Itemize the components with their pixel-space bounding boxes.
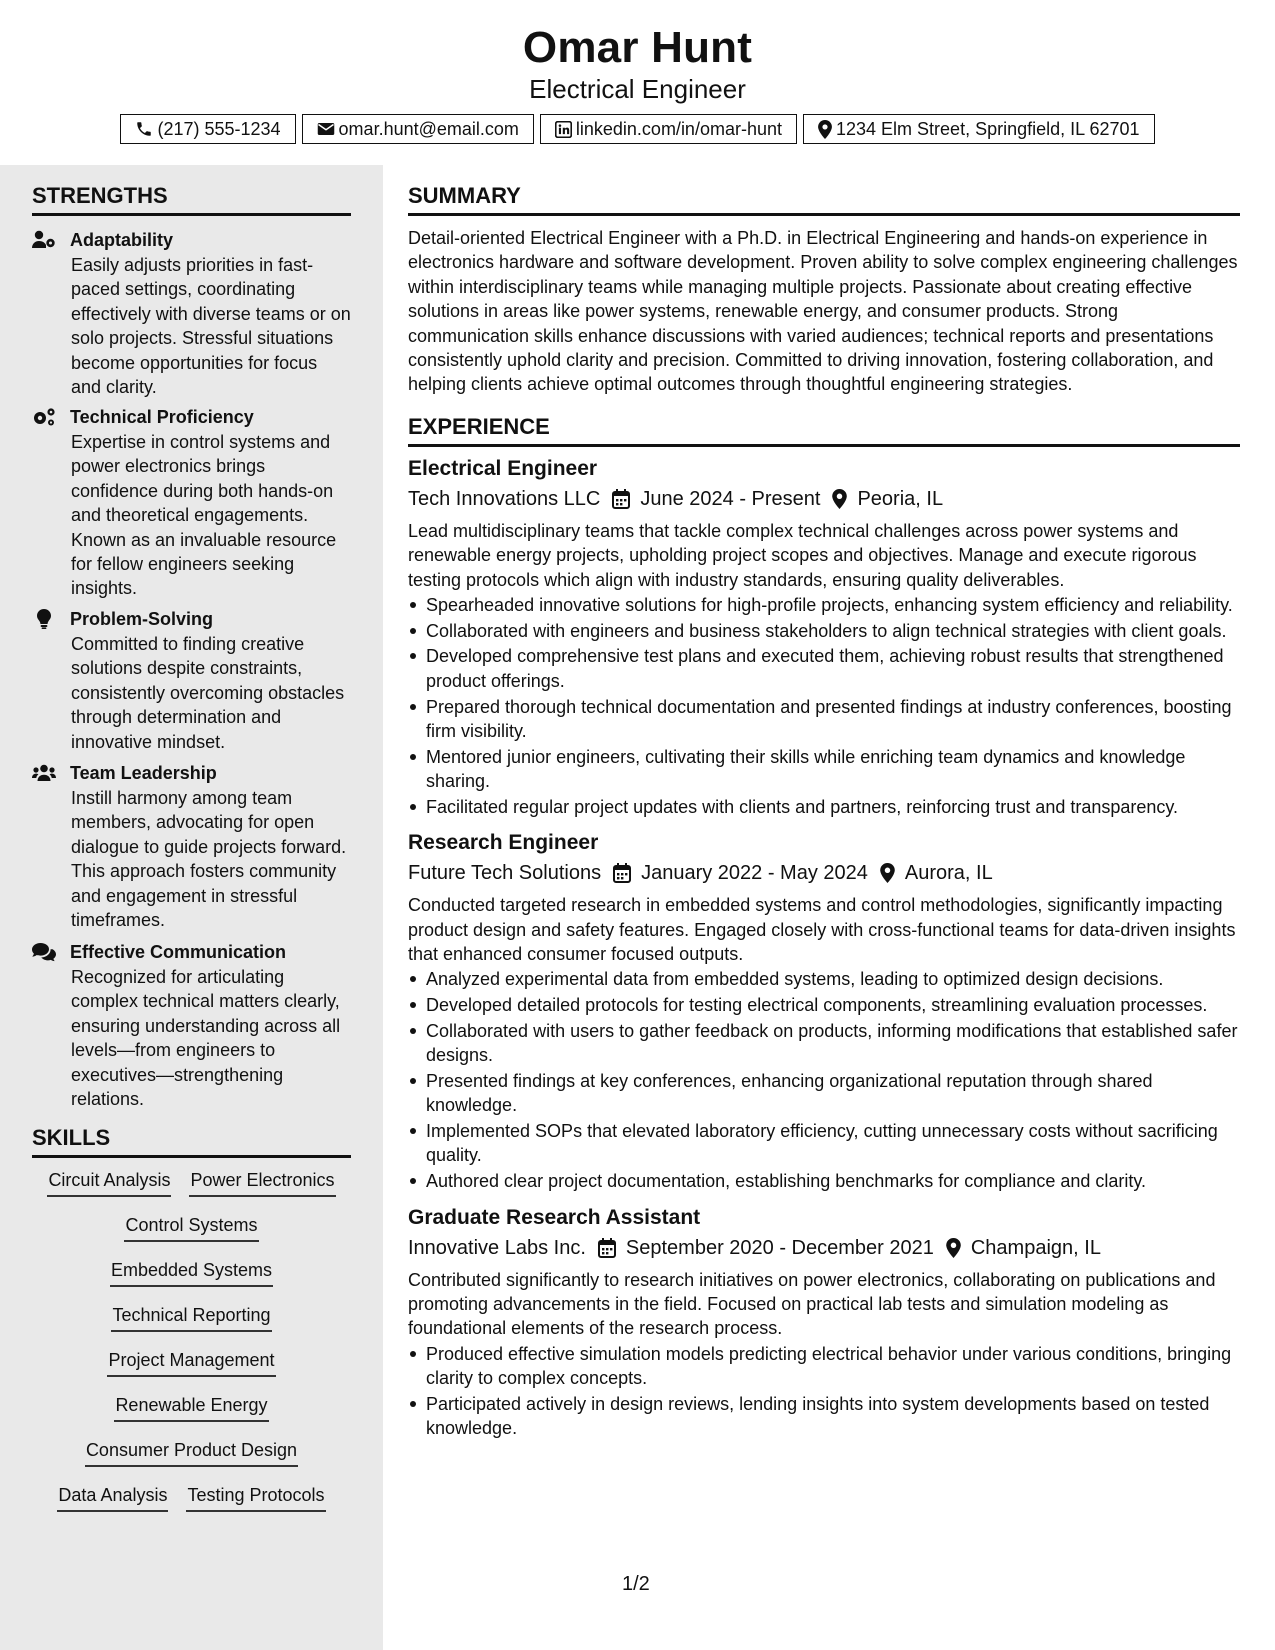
skills-heading: SKILLS (32, 1125, 351, 1158)
bullet-item: Implemented SOPs that elevated laboratory efficiency, cutting unnecessary costs without sacrificing quality. (408, 1119, 1240, 1168)
bullet-item: Facilitated regular project updates with clients and partners, reinforcing trust and transparency. (408, 795, 1240, 819)
job-dates: January 2022 - May 2024 (641, 862, 868, 885)
skill-tag: Control Systems (124, 1213, 258, 1242)
bullet-item: Spearheaded innovative solutions for high-profile projects, enhancing system efficiency and reliability. (408, 593, 1240, 617)
linkedin-text: linkedin.com/in/omar-hunt (575, 118, 782, 139)
job-company: Future Tech Solutions (408, 862, 602, 885)
skill-tag: Embedded Systems (110, 1258, 273, 1287)
bullet-item: Authored clear project documentation, establishing benchmarks for compliance and clarity. (408, 1169, 1240, 1193)
job-company: Tech Innovations LLC (408, 487, 601, 510)
job-entry (408, 829, 1240, 1193)
strength-desc: Instill harmony among team members, advocating for open dialogue to guide projects forward. This approach fosters community and engagement in stressful timeframes. (71, 788, 347, 931)
map-marker-icon (880, 863, 895, 883)
bullet-item: Collaborated with users to gather feedback on products, informing modifications that established safer designs. (408, 1019, 1240, 1068)
bullet-item: Prepared thorough technical documentation and presented findings at industry conferences, boosting firm visibility. (408, 695, 1240, 744)
strength-desc: Recognized for articulating complex technical matters clearly, ensuring understanding across all levels—from engineers to executives—strengthening relations. (71, 967, 341, 1110)
job-entry (408, 1204, 1240, 1441)
bullet-item: Presented findings at key conferences, enhancing organizational reputation through shared knowledge. (408, 1069, 1240, 1118)
map-marker-icon (832, 489, 847, 509)
strengths-heading: STRENGTHS (32, 183, 351, 216)
strength-item (32, 940, 352, 1111)
job-location: Peoria, IL (857, 487, 944, 510)
skill-tag: Project Management (107, 1348, 275, 1377)
skills-list (32, 1165, 351, 1525)
bullet-item: Analyzed experimental data from embedded systems, leading to optimized design decisions. (408, 967, 1240, 991)
skill-tag: Renewable Energy (114, 1393, 268, 1422)
experience-heading: EXPERIENCE (408, 414, 1240, 447)
resume-header (0, 0, 1275, 165)
bullet-item: Developed detailed protocols for testing electrical components, streamlining evaluation processes. (408, 993, 1240, 1017)
strength-item (32, 228, 352, 399)
calendar-icon (598, 1238, 616, 1258)
gears-icon (32, 406, 56, 428)
job-title: Electrical Engineer (408, 456, 598, 480)
skill-tag: Consumer Product Design (85, 1438, 298, 1467)
candidate-title: Electrical Engineer (529, 74, 746, 104)
bullet-item: Collaborated with engineers and business stakeholders to align technical strategies with client goals. (408, 619, 1240, 643)
strength-title: Technical Proficiency (70, 407, 254, 427)
job-meta (408, 859, 1240, 887)
map-marker-icon (818, 120, 832, 139)
strength-title: Adaptability (70, 230, 174, 250)
contact-phone[interactable] (120, 114, 295, 144)
job-meta (408, 1234, 1240, 1262)
comments-icon (32, 941, 56, 963)
bullet-item: Mentored junior engineers, cultivating their skills while enriching team dynamics and knowledge sharing. (408, 745, 1240, 794)
job-entry (408, 455, 1240, 819)
main-content (408, 165, 1240, 1442)
strength-title: Problem-Solving (70, 609, 214, 629)
strength-item (32, 607, 352, 754)
lightbulb-icon (32, 608, 56, 630)
candidate-name: Omar Hunt (522, 23, 753, 72)
skill-tag: Circuit Analysis (47, 1168, 171, 1197)
job-description: Contributed significantly to research initiatives on power electronics, collaborating on publications and promoting advancements in the field. Focused on practical lab tests and simulation modeling as foundational elements of the research process. (408, 1269, 1216, 1339)
job-location: Aurora, IL (904, 862, 993, 885)
calendar-icon (613, 863, 631, 883)
linkedin-icon (555, 121, 572, 138)
bullet-item: Produced effective simulation models predicting electrical behavior under various conditions, bringing clarity to complex concepts. (408, 1342, 1240, 1391)
job-location: Champaign, IL (970, 1236, 1101, 1259)
strength-item (32, 405, 352, 601)
strength-desc: Committed to finding creative solutions despite constraints, consistently overcoming obstacles through determination and innovative mindset. (71, 634, 345, 752)
page-number: 1/2 (622, 1573, 650, 1595)
bullet-item: Participated actively in design reviews, lending insights into system developments based on tested knowledge. (408, 1392, 1240, 1441)
strength-desc: Expertise in control systems and power electronics brings confidence during both hands-on and theoretical engagements. Known as an invaluable resource for fellow engineers seeking insights. (71, 432, 337, 599)
job-bullets (408, 593, 1240, 819)
summary-text: Detail-oriented Electrical Engineer with a Ph.D. in Electrical Engineering and hands-on experience in electronics hardware and software development. Proven ability to solve complex engineering challenges within interdisciplinary teams while managing multiple projects. Passionate about creating effective solutions in areas like power systems, renewable energy, and consumer products. Strong communication skills enhance discussions with varied audiences; technical reports and presentations consistently uphold clarity and precision. Committed to driving innovation, fostering collaboration, and helping clients achieve optimal outcomes through thoughtful engineering strategies. (408, 228, 1238, 395)
job-bullets (408, 967, 1240, 1193)
sidebar (0, 165, 383, 1650)
skill-tag: Testing Protocols (186, 1483, 325, 1512)
skill-tag: Power Electronics (189, 1168, 335, 1197)
users-icon (32, 762, 56, 784)
map-marker-icon (946, 1238, 961, 1258)
strength-item (32, 761, 352, 932)
job-title: Research Engineer (408, 831, 599, 855)
job-dates: September 2020 - December 2021 (625, 1236, 934, 1259)
contact-address (803, 114, 1155, 144)
address-text: 1234 Elm Street, Springfield, IL 62701 (836, 118, 1140, 139)
phone-icon (135, 120, 153, 138)
strength-desc: Easily adjusts priorities in fast-paced settings, coordinating effectively with diverse teams or on solo projects. Stressful situations become opportunities for focus and clarity. (71, 255, 351, 398)
job-description: Lead multidisciplinary teams that tackle complex technical challenges across power systems and renewable energy projects, upholding project scopes and objectives. Manage and execute rigorous testing protocols which align with industry standards, ensuring quality deliverables. (408, 520, 1197, 590)
contact-linkedin[interactable] (540, 114, 797, 144)
bullet-item: Developed comprehensive test plans and executed them, achieving robust results that strengthened product offerings. (408, 644, 1240, 693)
skill-tag: Data Analysis (57, 1483, 168, 1512)
job-company: Innovative Labs Inc. (408, 1236, 586, 1259)
job-dates: June 2024 - Present (640, 487, 821, 510)
job-description: Conducted targeted research in embedded systems and control methodologies, significantly impacting product design and safety features. Engaged closely with cross-functional teams for data-driven insights that enhanced consumer focused outputs. (408, 895, 1236, 965)
job-meta (408, 485, 1240, 513)
email-text: omar.hunt@email.com (338, 118, 519, 139)
skill-tag: Technical Reporting (111, 1303, 271, 1332)
contact-bar (0, 114, 1275, 144)
calendar-icon (612, 489, 630, 509)
strength-title: Team Leadership (70, 763, 217, 783)
user-gear-icon (32, 229, 56, 251)
envelope-icon (317, 121, 335, 137)
job-title: Graduate Research Assistant (408, 1205, 701, 1229)
job-bullets (408, 1342, 1240, 1441)
contact-email[interactable] (302, 114, 534, 144)
summary-heading: SUMMARY (408, 183, 1240, 216)
phone-text: (217) 555-1234 (157, 118, 281, 139)
strength-title: Effective Communication (70, 942, 287, 962)
